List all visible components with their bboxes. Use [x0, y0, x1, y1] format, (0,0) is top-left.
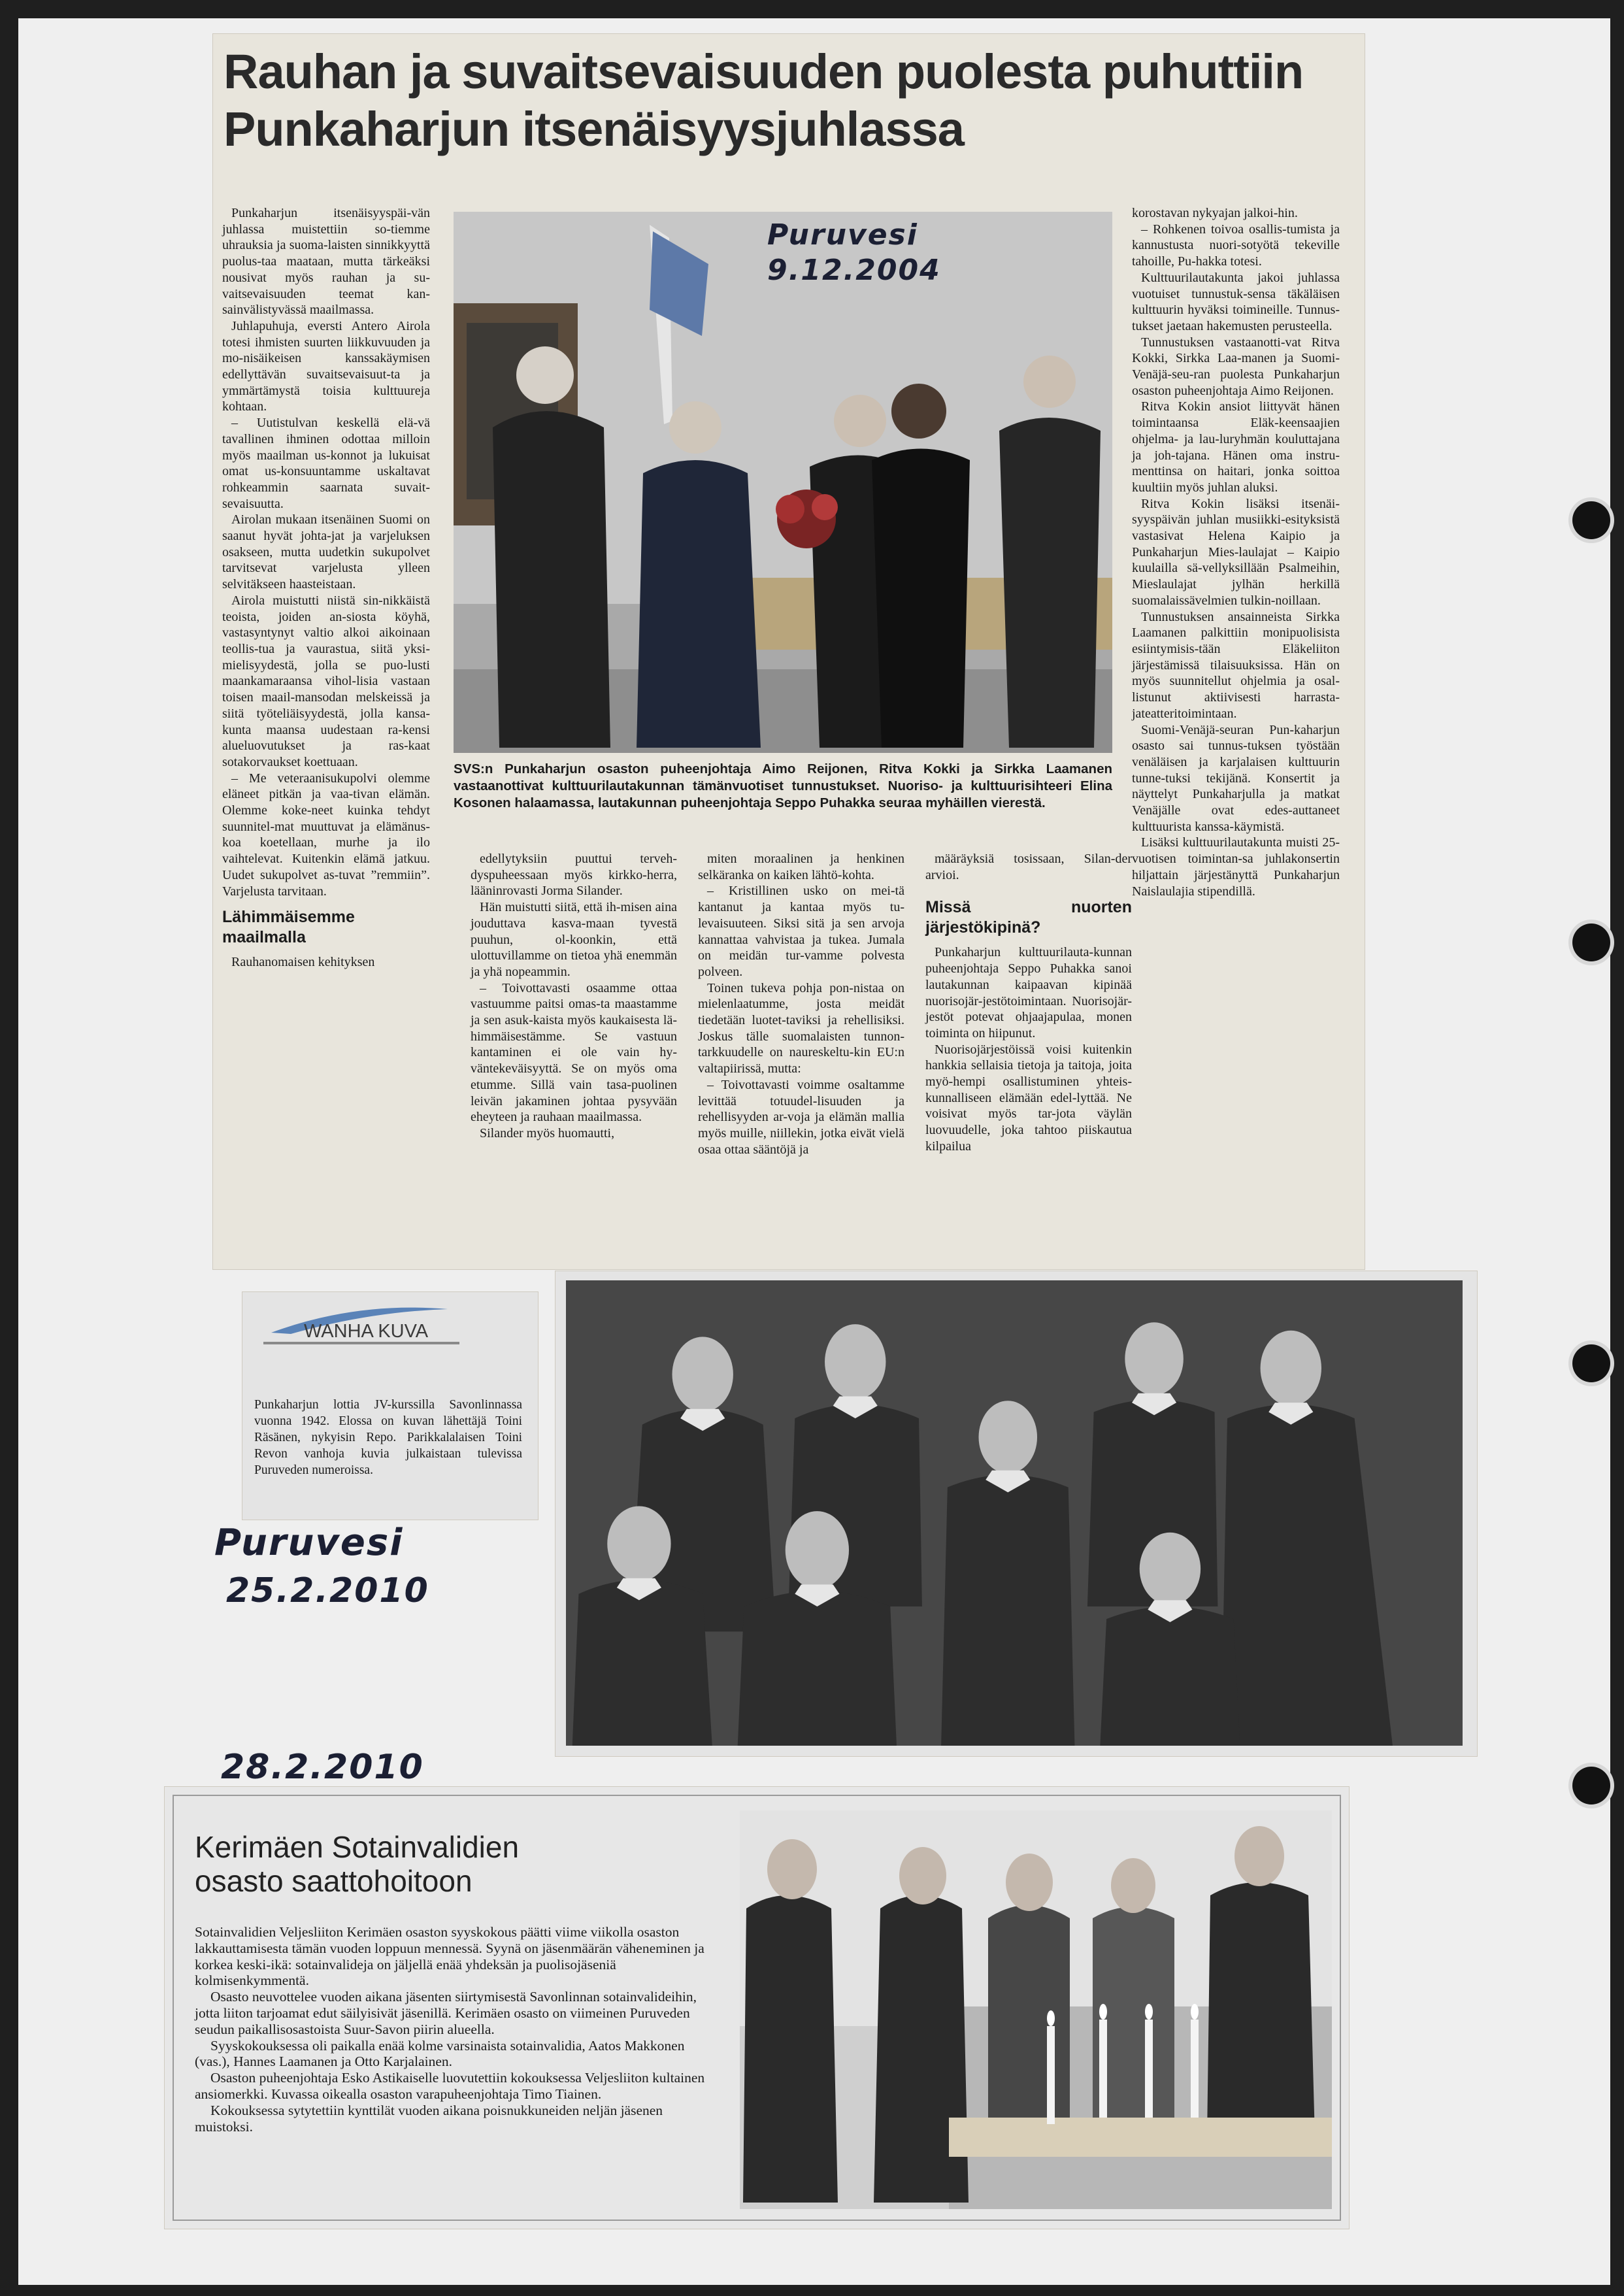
wanha-kuva-clipping — [242, 1292, 538, 1520]
handwritten-date-note: 9.12.2004 — [767, 254, 941, 287]
article-column-2 — [471, 851, 677, 1142]
paragraph: miten moraalinen ja henkinen selkäranka on kaiken lähtö-kohta. — [698, 852, 904, 882]
clipping-headline: Rauhan ja suvaitsevaisuuden puolesta puhuttiin Punkaharjun itsenäisyysjuhlassa — [224, 44, 1304, 156]
paragraph: – Uutistulvan keskellä elä-vä tavallinen ihminen odottaa milloin myös maailman us-konnot ja lukuisat omat us-konsuuntamme uskaltavat rohkeammin saarnata suvait-sevaisuutta. — [222, 416, 430, 511]
lotta-photo-graphic — [566, 1280, 1463, 1746]
article-body — [195, 1924, 715, 2135]
article-column-1 — [222, 205, 430, 971]
paragraph: Ritva Kokin ansiot liittyvät hänen toimintaansa Eläk-keensaajien ohjelma- ja lau-luryhmän kouluttajana ja joh-tajana. Hänen oma instru-menttinsa on haitari, jonka soittoa kuultiin myös juhlan aluksi. — [1132, 399, 1340, 495]
kerimaki-veterans-clipping — [165, 1787, 1349, 2229]
wanha-kuva-logo — [252, 1301, 527, 1348]
paragraph: Tunnustuksen vastaanotti-vat Ritva Kokki, Sirkka Laa-manen ja Suomi-Venäjä-seu-ran puolesta Punkaharjun osaston puheenjohtaja Aimo Reijonen. — [1132, 335, 1340, 398]
photo-caption: SVS:n Punkaharjun osaston puheenjohtaja Aimo Reijonen, Ritva Kokki ja Sirkka Laamanen vastaanottivat kulttuurilautakunnan tämänvuotiset tunnustukset. Nuoriso- ja kulttuurisihteeri Elina Kosonen halaamassa, lautakunnan puheenjohtaja Seppo Puhakka seuraa myhäillen vierestä. — [454, 761, 1112, 810]
ceremony-photo-graphic — [454, 212, 1112, 753]
punch-hole-3 — [1572, 1344, 1610, 1382]
ceremony-photo — [454, 212, 1112, 753]
paragraph: Airola muistutti niistä sin-nikkäistä teoista, joiden an-siosta köyhä, vastasyntynyt valtio alkoi aikoinaan teollis-tua ja vaurastua, siitä yksi-mielisyydestä, jolla se puo-lusti maankamaraansa vihol-lisia vastaan toisen maail-mansodan melskeissä ja siitä työteliäisyydestä, jolla kansa-kunta maansa uudestaan ra-kensi alueluovutukset ja ras-kaat sotakorvaukset koettuaan. — [222, 593, 430, 769]
paragraph: Hän muistutti siitä, että ih-misen aina jouduttava kasva-maan tyvestä puuhun, ol-koonkin, että ulottuvillamme on tietoa yhä enemmän ja yhä nopeammin. — [471, 900, 677, 979]
article-column-3 — [698, 851, 904, 1157]
paragraph: – Toivottavasti voimme osaltamme levittää totuudel-lisuuden ja rehellisyyden ar-voja ja elämän mallia myös muille, niillekin, jotka eivät vielä osaa ottaa sääntöjä ja — [698, 1077, 904, 1157]
handwritten-date-note-3: 28.2.2010 — [221, 1748, 424, 1787]
paragraph: Punkaharjun itsenäisyyspäi-vän juhlassa muistettiin so-tiemme uhrauksia ja suoma-laisten sinnikkyyttä puolus-taa maataan, mutta tärkeäksi nousivat myös rauhan ja su-vaitsevaisuuden teemat kan-sainvälistyvässä maailmassa. — [222, 206, 430, 318]
paragraph: Rauhanomaisen kehityksen — [231, 955, 375, 970]
article-title: Kerimäen Sotainvalidien osasto saattohoitoon — [195, 1830, 520, 1898]
punch-hole-4 — [1572, 1767, 1610, 1805]
paragraph: Airolan mukaan itsenäinen Suomi on saanut hyvät johta-jat ja varjeluksen osakseen, mutta uudetkin sukupolvet tarvitsevat varjelusta ylleen selvitäkseen haasteistaan. — [222, 512, 430, 592]
wanha-kuva-text: Punkaharjun lottia JV-kurssilla Savonlinnassa vuonna 1942. Elossa on kuvan lähettäjä Toini Räsänen, nykyisin Repo. Parikkalalaisen Toini Revon vanhoja kuvia julkaistaan tulevissa Puruveden numeroissa. — [254, 1398, 522, 1477]
paragraph: Osaston puheenjohtaja Esko Astikaiselle luovutettiin kokouksessa Veljesliiton kultainen ansiomerkki. Kuvassa oikealla osaston varapuheenjohtaja Timo Tiainen. — [195, 2070, 705, 2102]
paragraph: Lisäksi kulttuurilautakunta muisti 25-vuotisen toimintan-sa juhlakonsertin hiljattain järjestänyttä Punkaharjun Naislaulajia stipendillä. — [1132, 835, 1340, 899]
paragraph: Juhlapuhuja, eversti Antero Airola totesi ihmisten suurten liikkuvuuden ja mo-nisäikeisen kanssakäymisen edellyttävän suvaitsevaisuut-ta ja ymmärtämystä toisia kulttuureja kohtaan. — [222, 318, 430, 414]
paragraph: – Toivottavasti osaamme ottaa vastuumme paitsi omas-ta maastamme ja sen asuk-kaista myös kaukaisesta lä-himmäisestämme. Se vastuun kantaminen ei ole vain hy-väntekeväisyyttä. Se on myös oma etumme. Sillä vain tasa-puolinen leivän jakaminen johtaa pysyvään eheyteen ja rauhaan maailmassa. — [471, 980, 677, 1125]
paragraph: Suomi-Venäjä-seuran Pun-kaharjun osasto sai tunnus-tuksen työstään venäläisen ja karjalaisen kulttuurin tunne-tuksi tekijänä. Konsertit ja näyttelyt Punkaharjulla ja matkat Venäjälle ovat edes-auttaneet kulttuurista kanssa-käymistä. — [1132, 722, 1340, 834]
paragraph: – Rohkenen toivoa osallis-tumista ja kannustusta nuori-sotyötä tekeville tahoille, Pu-hakka totesi. — [1132, 222, 1340, 269]
paragraph: Toinen tukeva pohja pon-nistaa on mielenlaatumme, josta meidät tiedetään luotet-taviksi ja rehellisiksi. Joskus tälle suomalaisten tunnon-tarkkuudelle on naureskeltu-kin EU:n valtapiirissä, mutta: — [698, 980, 904, 1076]
punch-hole-1 — [1572, 501, 1610, 539]
paragraph: Kulttuurilautakunta jakoi juhlassa vuotuiset tunnustuk-sensa täkäläisen kulttuurin hyväksi toimineille. Tunnus-tukset jaetaan hakemusten perusteella. — [1132, 270, 1340, 333]
lotta-group-photo — [555, 1271, 1477, 1756]
paragraph: Ritva Kokin lisäksi itsenäi-syyspäivän juhlan musiikki-esityksistä vastasivat Helena Kaipio ja Punkaharjun Mies-laulajat – Kaipio kuulailla sä-vellyksillään Psalmeihin, Mieslaulajat jylhän herkillä suomalaissävelmien tulkin-noillaan. — [1132, 496, 1340, 608]
paragraph: Punkaharjun kulttuurilauta-kunnan puheenjohtaja Seppo Puhakka sanoi lautakunnan kaipaavan kipinää nuorisojär-jestötoimintaan. Nuorisojär-jestöt potevat ohjaajapulaa, monen toiminta on hiipunut. — [925, 945, 1132, 1040]
article-column-5 — [1132, 205, 1340, 899]
subheading: Lähimmäisemme maailmalla — [222, 908, 355, 947]
paragraph: määräyksiä tosissaan, Silan-der arvioi. — [925, 852, 1132, 882]
paragraph: Sotainvalidien Veljesliiton Kerimäen osaston syyskokous päätti viime viikolla osaston lakkauttamisesta tämän vuoden loppuun mennessä. Syynä on jäsenmäärän väheneminen ja korkea keski-ikä: sotainvalideja on jäljellä enää yhdeksän ja puolisojäseniä kolmisenkymmentä. — [195, 1924, 704, 1989]
handwritten-date-note-2: 25.2.2010 — [226, 1571, 429, 1610]
veterans-candle-photo — [740, 1810, 1332, 2209]
paragraph: – Me veteraanisukupolvi olemme eläneet pitkän ja vaa-tivan elämän. Olemme koke-neet kuinka tehdyt suunnitel-mat muuttuvat ja elämänus-koa koetellaan, murhe ja ilo vaihtelevat. Kuitenkin elämä jatkuu. Uudet sukupolvet as-tuvat ”remmiin”. Varjelusta tarvitaan. — [222, 771, 430, 899]
handwritten-source-note: Puruvesi — [767, 218, 918, 252]
paragraph: Osasto neuvottelee vuoden aikana jäsenten siirtymisestä Savonlinnan sotainvalideihin, jotta liiton tarjoamat edut säilyisivät jäsenillä. Kerimäen osasto on viimeinen Puruveden seudun paikallisosastoista Suur-Savon piirin alueella. — [195, 1989, 697, 2037]
paragraph: edellytyksiin puuttui terveh-dyspuheessaan myös kirkko-herra, lääninrovasti Jorma Silander. — [471, 852, 677, 899]
scrapbook-page — [18, 18, 1610, 2285]
paragraph: Nuorisojärjestöissä voisi kuitenkin hankkia sellaisia tietoja ja taitoja, joita myö-hempi osallistuminen yhteis-kunnalliseen elämään edel-lyttää. Ne voisivat myös tar-jota väylän luovuudelle, joka tahtoo piiskautua kilpailua — [925, 1042, 1132, 1154]
paragraph: Kokouksessa sytytettiin kynttilät vuoden aikana poisnukkuneiden neljän jäsenen muistoksi. — [195, 2102, 663, 2135]
paragraph: Syyskokouksessa oli paikalla enää kolme varsinaista sotainvalidia, Aatos Makkonen (vas.), Hannes Laamanen ja Otto Karjalainen. — [195, 2037, 685, 2070]
paragraph: korostavan nykyajan jalkoi-hin. — [1132, 206, 1298, 220]
handwritten-source-note-2: Puruvesi — [214, 1522, 404, 1564]
veterans-photo-graphic — [740, 1810, 1332, 2209]
article-column-4 — [925, 851, 1132, 1155]
wanha-kuva-title: WANHA KUVA — [304, 1321, 429, 1342]
punch-hole-2 — [1572, 923, 1610, 961]
paragraph: – Kristillinen usko on mei-tä kantanut ja kantaa myös tu-levaisuuteen. Siksi sitä ja sen arvoja kannattaa vahvistaa ja tukea. Jumala on meidän tur-vamme polvesta polveen. — [698, 884, 904, 979]
paragraph: Tunnustuksen ansainneista Sirkka Laamanen palkittiin monipuolisista esiintymisis-tään Eläkeliiton järjestämissä tilaisuuksissa. Hän on myös suunnitellut ohjelmia ja osal-listunut aktiivisesti harrasta-jateatteritoimintaan. — [1132, 609, 1340, 721]
subheading: Missä nuorten järjestökipinä? — [925, 898, 1132, 937]
newspaper-clipping-independence-day — [213, 34, 1365, 1269]
paragraph: Silander myös huomautti, — [480, 1125, 615, 1140]
